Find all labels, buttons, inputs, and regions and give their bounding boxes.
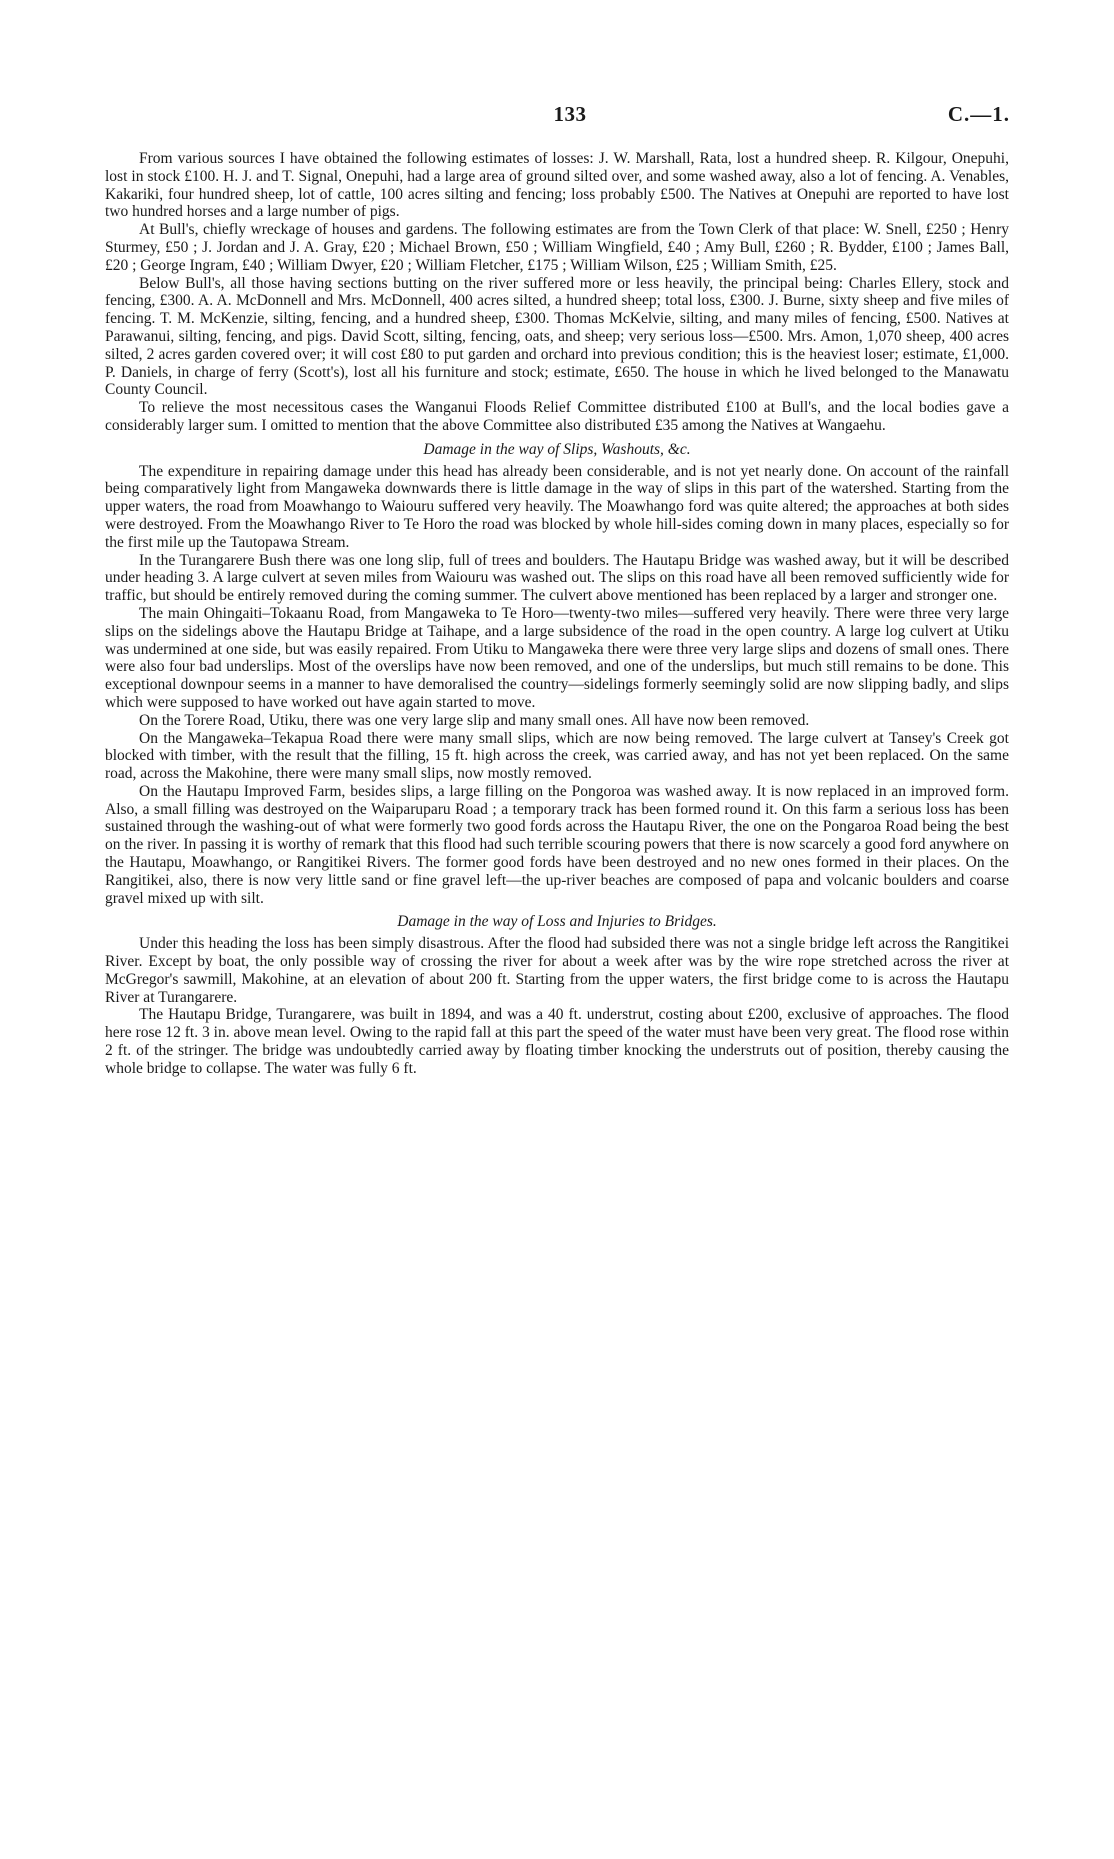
section-heading-bridges: Damage in the way of Loss and Injuries to Bridges. <box>397 913 717 931</box>
paragraph-bridge-losses: Under this heading the loss has been simply disastrous. After the flood had subsided there was not a single bridge left across the Rangitikei River. Except by boat, the only possible way of crossing the river for about a week after was by the wire rope stretched across the river at McGregor's sawmill, Makohine, at an elevation of about 200 ft. Starting from the upper waters, the first bridge come to is across the Hautapu River at Turangarere. <box>105 935 1009 1006</box>
paragraph-hautapu-farm: On the Hautapu Improved Farm, besides slips, a large filling on the Pongoroa was washed away. It is now replaced in an improved form. Also, a small filling was destroyed on the Waiparuparu Road ; a temporary track has been formed round it. On this farm a serious loss has been sustained through the washing-out of what were formerly two good fords across the Hautapu River, the one on the Pongaroa Road being the best on the river. In passing it is worthy of remark that this flood had such terrible scouring powers that there is now scarcely a good ford anywhere on the Hautapu, Moawhango, or Rangitikei Rivers. The former good fords have been destroyed and no new ones formed in their places. On the Rangitikei, also, there is now very little sand or fine gravel left—the up-river beaches are composed of papa and volcanic boulders and coarse gravel mixed up with silt. <box>105 782 1009 907</box>
paragraph-ohingaiti-road: The main Ohingaiti–Tokaanu Road, from Mangaweka to Te Horo—twenty-two miles—suffered very heavily. There were three very large slips on the sidelings above the Hautapu Bridge at Taihape, and a large subsidence of the road in the open country. A large log culvert at Utiku was undermined at one side, but was easily repaired. From Utiku to Mangaweka there were three very large slips and dozens of small ones. There were also four bad underslips. Most of the overslips have now been removed, and one of the underslips, but much still remains to be done. This exceptional downpour seems in a manner to have demoralised the country—sidelings formerly seemingly solid are now slipping badly, and slips which were supposed to have worked out have again started to move. <box>105 604 1009 711</box>
body-text <box>105 150 1009 1078</box>
section-heading-slips: Damage in the way of Slips, Washouts, &c. <box>423 440 691 458</box>
document-reference: C.—1. <box>947 102 1010 126</box>
paragraph-bulls-estimates: At Bull's, chiefly wreckage of houses and gardens. The following estimates are from the Town Clerk of that place: W. Snell, £250 ; Henry Sturmey, £50 ; J. Jordan and J. A. Gray, £20 ; Michael Brown, £50 ; William Wingfield, £40 ; Amy Bull, £260 ; R. Bydder, £100 ; James Ball, £20 ; George Ingram, £40 ; William Dwyer, £20 ; William Fletcher, £175 ; William Wilson, £25 ; William Smith, £25. <box>105 221 1009 274</box>
paragraph-mangaweka-road: On the Mangaweka–Tekapua Road there were many small slips, which are now being removed. The large culvert at Tansey's Creek got blocked with timber, with the result that the filling, 15 ft. high across the creek, was carried away, and has not yet been replaced. On the same road, across the Makohine, there were many small slips, now mostly removed. <box>105 729 1009 783</box>
paragraph-hautapu-bridge: The Hautapu Bridge, Turangarere, was built in 1894, and was a 40 ft. understrut, costing about £200, exclusive of approaches. The flood here rose 12 ft. 3 in. above mean level. Owing to the rapid fall at this part the speed of the water must have been very great. The flood rose within 2 ft. of the stringer. The bridge was undoubtedly carried away by floating timber knocking the understruts out of position, thereby causing the whole bridge to collapse. The water was fully 6 ft. <box>105 1006 1009 1077</box>
paragraph-torere-road: On the Torere Road, Utiku, there was one very large slip and many small ones. All have now been removed. <box>139 711 810 729</box>
paragraph-repair-expenditure: The expenditure in repairing damage under this head has already been considerable, and is not yet nearly done. On account of the rainfall being comparatively light from Mangaweka downwards there is little damage in the way of slips in this part of the watershed. Starting from the upper waters, the road from Moawhango to Waiouru suffered very heavily. The Moawhango ford was quite altered; the approaches at both sides were destroyed. From the Moawhango River to Te Horo the road was blocked by whole hill-sides coming down in many places, especially so for the first mile up the Tautopawa Stream. <box>105 462 1009 551</box>
paragraph-below-bulls: Below Bull's, all those having sections butting on the river suffered more or less heavily, the principal being: Charles Ellery, stock and fencing, £300. A. A. McDonnell and Mrs. McDonnell, 400 acres silted, a hundred sheep; total loss, £300. J. Burne, sixty sheep and five miles of fencing. T. M. McKenzie, silting, fencing, and a hundred sheep, £300. Thomas McKelvie, silting, and many miles of fencing, £500. Natives at Parawanui, silting, fencing, and pigs. David Scott, silting, fencing, oats, and sheep; very serious loss—£500. Mrs. Amon, 1,070 sheep, 400 acres silted, 2 acres garden covered over; it will cost £80 to put garden and orchard into previous condition; this is the heaviest loser; estimate, £1,000. P. Daniels, in charge of ferry (Scott's), lost all his furniture and stock; estimate, £650. The house in which he lived belonged to the Manawatu County Council. <box>105 274 1009 399</box>
paragraph-turangarere-bush: In the Turangarere Bush there was one long slip, full of trees and boulders. The Hautapu Bridge was washed away, but it will be described under heading 3. A large culvert at seven miles from Waiouru was washed out. The slips on this road have all been removed sufficiently wide for traffic, but should be entirely removed during the coming summer. The culvert above mentioned has been replaced by a larger and stronger one. <box>105 551 1009 605</box>
paragraph-loss-estimates: From various sources I have obtained the following estimates of losses: J. W. Marshall, Rata, lost a hundred sheep. R. Kilgour, Onepuhi, lost in stock £100. H. J. and T. Signal, Onepuhi, had a large area of ground silted over, and some washed away, also a lot of fencing. A. Venables, Kakariki, four hundred sheep, lot of cattle, 100 acres silting and fencing; loss probably £500. The Natives at Onepuhi are reported to have lost two hundred horses and a large number of pigs. <box>105 150 1009 221</box>
page-number: 133 <box>553 102 587 126</box>
paragraph-relief-committee: To relieve the most necessitous cases the Wanganui Floods Relief Committee distributed £100 at Bull's, and the local bodies gave a considerably larger sum. I omitted to mention that the above Committee also distributed £35 among the Natives at Wangaehu. <box>105 399 1009 434</box>
